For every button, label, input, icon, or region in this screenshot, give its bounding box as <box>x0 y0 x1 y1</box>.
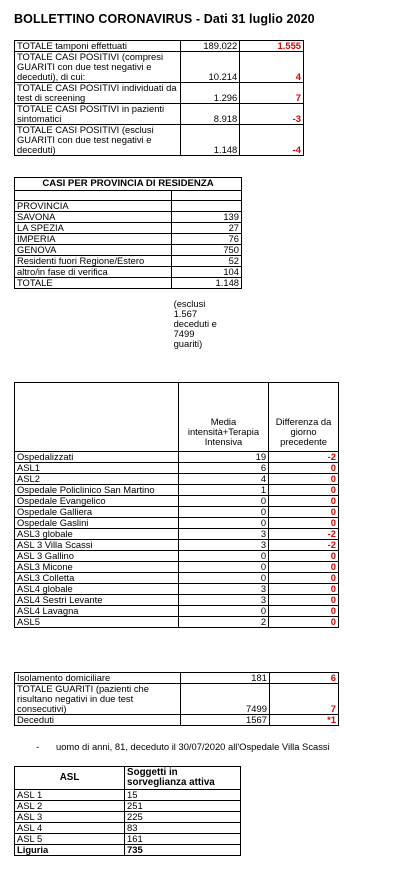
row-diff: 0 <box>269 617 339 628</box>
blank-cell <box>15 289 172 350</box>
row-label: IMPERIA <box>15 234 172 245</box>
table-row <box>15 518 339 529</box>
table-header-row <box>15 383 339 452</box>
row-label: Ospedale Policlinico San Martino <box>15 485 179 496</box>
row-value: 10.214 <box>180 52 239 83</box>
row-value: 1567 <box>181 715 270 726</box>
row-diff: -3 <box>240 104 304 125</box>
table-row <box>15 452 339 463</box>
province-table <box>14 177 242 349</box>
table-row <box>15 573 339 584</box>
row-value: 27 <box>172 223 242 234</box>
blank-cell <box>172 191 242 201</box>
row-value: 6 <box>178 463 268 474</box>
row-diff: 6 <box>269 673 338 684</box>
province-note-text: (esclusi 1.567 deceduti e 7499 guariti) <box>173 298 217 349</box>
row-label: ASL 3 <box>15 812 125 823</box>
column-header: Soggetti in sorveglianza attiva <box>125 767 241 790</box>
blank-cell <box>172 201 242 212</box>
table-row <box>15 812 241 823</box>
row-value: 7499 <box>181 684 270 715</box>
row-value: 83 <box>125 823 241 834</box>
row-value: 52 <box>172 256 242 267</box>
row-diff: 0 <box>269 496 339 507</box>
row-label: ASL4 globale <box>15 584 179 595</box>
row-label: Residenti fuori Regione/Estero <box>15 256 172 267</box>
table-row <box>15 289 242 350</box>
summary-table <box>14 40 304 156</box>
row-diff: -4 <box>240 125 304 156</box>
row-diff: 0 <box>269 595 339 606</box>
table-row <box>15 834 241 845</box>
column-header: PROVINCIA <box>15 201 172 212</box>
row-value: 2 <box>178 617 268 628</box>
row-value: 161 <box>125 834 241 845</box>
row-diff: -2 <box>269 529 339 540</box>
row-value: 251 <box>125 801 241 812</box>
row-value: 104 <box>172 267 242 278</box>
row-value: 225 <box>125 812 241 823</box>
table-row <box>15 584 339 595</box>
row-label: ASL 5 <box>15 834 125 845</box>
page-title: BOLLETTINO CORONAVIRUS - Dati 31 luglio 2020 <box>14 12 315 26</box>
row-diff: -2 <box>269 540 339 551</box>
row-diff: 0 <box>269 485 339 496</box>
row-value: 0 <box>178 518 268 529</box>
row-diff: -2 <box>269 452 339 463</box>
surveillance-table <box>14 766 241 856</box>
table-row <box>15 529 339 540</box>
column-header: Differenza da giorno precedente <box>269 383 339 452</box>
row-label: ASL3 Colletta <box>15 573 179 584</box>
province-note <box>172 289 242 350</box>
footnote <box>36 741 330 752</box>
table-row <box>15 256 242 267</box>
row-value: 1 <box>178 485 268 496</box>
table-row <box>15 606 339 617</box>
row-value: 3 <box>178 540 268 551</box>
table-row <box>15 83 304 104</box>
blank-cell <box>15 383 179 452</box>
row-label: SAVONA <box>15 212 172 223</box>
row-diff: 0 <box>269 562 339 573</box>
row-diff: 0 <box>269 474 339 485</box>
row-label: Deceduti <box>15 715 181 726</box>
row-value: 139 <box>172 212 242 223</box>
total-value: 735 <box>125 845 241 856</box>
table-row <box>15 715 339 726</box>
row-label: ASL 3 Gallino <box>15 551 179 562</box>
row-diff: 4 <box>240 52 304 83</box>
table-row <box>15 507 339 518</box>
row-label: ASL3 Micone <box>15 562 179 573</box>
row-value: 0 <box>178 551 268 562</box>
row-value: 1.148 <box>180 125 239 156</box>
row-label: ASL4 Sestri Levante <box>15 595 179 606</box>
row-label: ASL 2 <box>15 801 125 812</box>
table-row <box>15 191 242 201</box>
row-label: TOTALE CASI POSITIVI individuati da test di screening <box>15 83 181 104</box>
row-value: 3 <box>178 584 268 595</box>
row-value: 181 <box>181 673 270 684</box>
row-value: 750 <box>172 245 242 256</box>
table-row <box>15 562 339 573</box>
row-diff: 0 <box>269 584 339 595</box>
table-row <box>15 845 241 856</box>
table-row <box>15 245 242 256</box>
row-value: 4 <box>178 474 268 485</box>
table-row <box>15 551 339 562</box>
row-label: TOTALE CASI POSITIVI (compresi GUARITI con due test negativi e deceduti), di cui: <box>15 52 181 83</box>
table-row <box>15 673 339 684</box>
row-value: 19 <box>178 452 268 463</box>
table-row <box>15 823 241 834</box>
row-label: TOTALE CASI POSITIVI in pazienti sintomatici <box>15 104 181 125</box>
table-row <box>15 125 304 156</box>
row-value: 0 <box>178 496 268 507</box>
province-table-title: CASI PER PROVINCIA DI RESIDENZA <box>15 178 242 191</box>
row-label: ASL 1 <box>15 790 125 801</box>
row-diff: 1.555 <box>240 41 304 52</box>
total-label: Liguria <box>15 845 125 856</box>
table-row <box>15 790 241 801</box>
row-label: TOTALE tamponi effettuati <box>15 41 181 52</box>
row-diff: 7 <box>269 684 338 715</box>
row-label: Ospedale Evangelico <box>15 496 179 507</box>
row-value: 1.296 <box>180 83 239 104</box>
row-label: ASL 4 <box>15 823 125 834</box>
row-value: 8.918 <box>180 104 239 125</box>
row-diff: *1 <box>269 715 338 726</box>
row-value: 0 <box>178 606 268 617</box>
row-value: 189.022 <box>180 41 239 52</box>
outcomes-table <box>14 672 339 726</box>
table-row <box>15 595 339 606</box>
table-row <box>15 278 242 289</box>
row-value: 0 <box>178 573 268 584</box>
row-label: Ospedale Galliera <box>15 507 179 518</box>
table-row <box>15 684 339 715</box>
footnote-text: uomo di anni, 81, deceduto il 30/07/2020 all'Ospedale Villa Scassi <box>56 741 330 752</box>
row-diff: 7 <box>240 83 304 104</box>
row-value: 3 <box>178 529 268 540</box>
row-label: TOTALE CASI POSITIVI (esclusi GUARITI con due test negativi e deceduti) <box>15 125 181 156</box>
row-label: Ospedalizzati <box>15 452 179 463</box>
row-value: 15 <box>125 790 241 801</box>
row-diff: 0 <box>269 518 339 529</box>
row-diff: 0 <box>269 551 339 562</box>
row-label: ASL2 <box>15 474 179 485</box>
table-row <box>15 223 242 234</box>
row-label: LA SPEZIA <box>15 223 172 234</box>
row-value: 76 <box>172 234 242 245</box>
table-row <box>15 474 339 485</box>
column-header: ASL <box>15 767 125 790</box>
footnote-dash: - <box>36 741 40 752</box>
row-diff: 0 <box>269 463 339 474</box>
table-row <box>15 41 304 52</box>
table-row <box>15 485 339 496</box>
row-value: 0 <box>178 507 268 518</box>
table-row <box>15 234 242 245</box>
hospital-table <box>14 382 339 628</box>
table-header-row <box>15 767 241 790</box>
table-row <box>15 212 242 223</box>
table-row <box>15 496 339 507</box>
row-value: 0 <box>178 562 268 573</box>
row-label: ASL5 <box>15 617 179 628</box>
table-row <box>15 267 242 278</box>
blank-cell <box>15 191 172 201</box>
table-row <box>15 463 339 474</box>
column-header: Media intensità+Terapia Intensiva <box>178 383 268 452</box>
row-label: ASL4 Lavagna <box>15 606 179 617</box>
row-value: 1.148 <box>172 278 242 289</box>
table-header-row <box>15 178 242 191</box>
row-value: 3 <box>178 595 268 606</box>
row-label: TOTALE GUARITI (pazienti che risultano negativi in due test consecutivi) <box>15 684 181 715</box>
row-diff: 0 <box>269 507 339 518</box>
row-diff: 0 <box>269 573 339 584</box>
row-diff: 0 <box>269 606 339 617</box>
row-label: ASL1 <box>15 463 179 474</box>
table-row <box>15 617 339 628</box>
row-label: ASL 3 Villa Scassi <box>15 540 179 551</box>
row-label: TOTALE <box>15 278 172 289</box>
table-row <box>15 52 304 83</box>
table-row <box>15 540 339 551</box>
row-label: ASL3 globale <box>15 529 179 540</box>
table-row <box>15 201 242 212</box>
row-label: Ospedale Gaslini <box>15 518 179 529</box>
table-row <box>15 801 241 812</box>
row-label: GENOVA <box>15 245 172 256</box>
row-label: Isolamento domiciliare <box>15 673 181 684</box>
row-label: altro/in fase di verifica <box>15 267 172 278</box>
table-row <box>15 104 304 125</box>
